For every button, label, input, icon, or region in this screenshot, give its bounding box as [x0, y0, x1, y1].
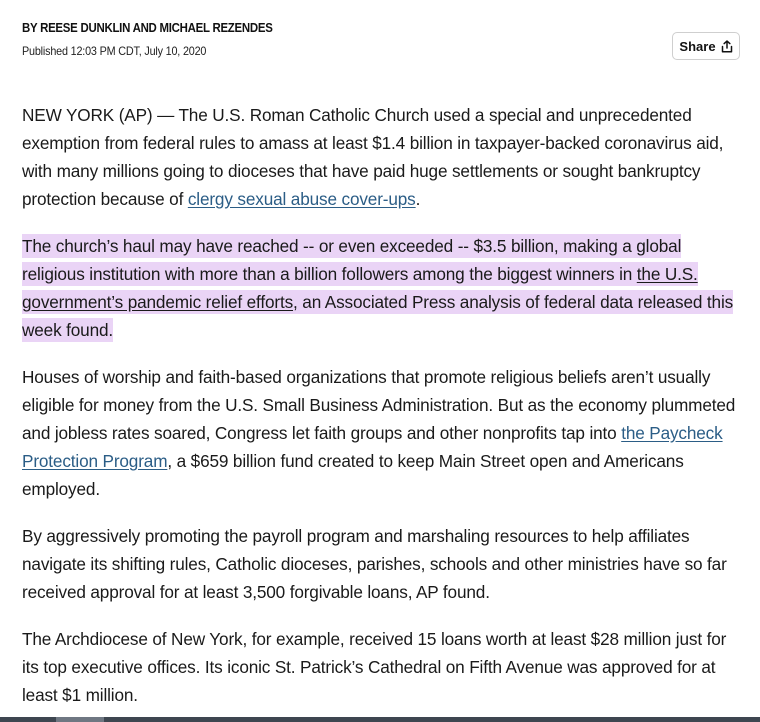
link-paycheck-protection[interactable]: the Paycheck Protection Program [22, 423, 723, 471]
scrollbar-thumb[interactable] [56, 717, 104, 722]
article-paragraph-1 [22, 101, 742, 213]
article-paragraph-4 [22, 522, 742, 606]
share-label: Share [679, 38, 716, 54]
horizontal-scrollbar[interactable] [0, 717, 760, 722]
article-paragraph-3 [22, 363, 742, 503]
paragraph-text: The church’s haul may have reached -- or even exceeded -- $3.5 billion, making a global religious institution with more than a billion followers among the biggest winners in [22, 236, 682, 284]
article-paragraph-5 [22, 625, 742, 709]
paragraph-text: The Archdiocese of New York, for example, received 15 loans worth at least $28 million just for its top executive offices. Its iconic St. Patrick’s Cathedral on Fifth Avenue was approved for at least $1 million. [22, 629, 727, 705]
article-body [22, 101, 742, 722]
paragraph-text-end: , a $659 billion fund created to keep Main Street open and Americans employed. [22, 451, 684, 499]
byline: BY REESE DUNKLIN AND MICHAEL REZENDES [22, 20, 273, 35]
share-button[interactable] [672, 32, 740, 60]
link-clergy-abuse[interactable]: clergy sexual abuse cover-ups [187, 189, 416, 209]
publish-date: Published 12:03 PM CDT, July 10, 2020 [22, 44, 207, 58]
paragraph-text: By aggressively promoting the payroll program and marshaling resources to help affiliates navigate its shifting rules, Catholic dioceses, parishes, schools and other ministries have so far received approval for at least 3,500 forgivable loans, AP found. [22, 526, 727, 602]
paragraph-text-end: , an Associated Press analysis of federal data released this week found. [22, 292, 734, 340]
share-icon [721, 40, 733, 53]
link-pandemic-relief[interactable]: the U.S. government’s pandemic relief efforts [22, 264, 698, 312]
paragraph-text-end: . [415, 189, 421, 209]
article-paragraph-2-highlighted [22, 232, 742, 344]
paragraph-text: Houses of worship and faith-based organizations that promote religious beliefs aren’t usually eligible for money from the U.S. Small Business Administration. But as the economy plummeted and jobless rates soared, Congress let faith groups and other nonprofits tap into [22, 367, 736, 443]
paragraph-text: NEW YORK (AP) — The U.S. Roman Catholic Church used a special and unprecedented exemption from federal rules to amass at least $1.4 billion in taxpayer-backed coronavirus aid, with many millions going to dioceses that have paid huge settlements or sought bankruptcy protection because of [22, 105, 724, 209]
